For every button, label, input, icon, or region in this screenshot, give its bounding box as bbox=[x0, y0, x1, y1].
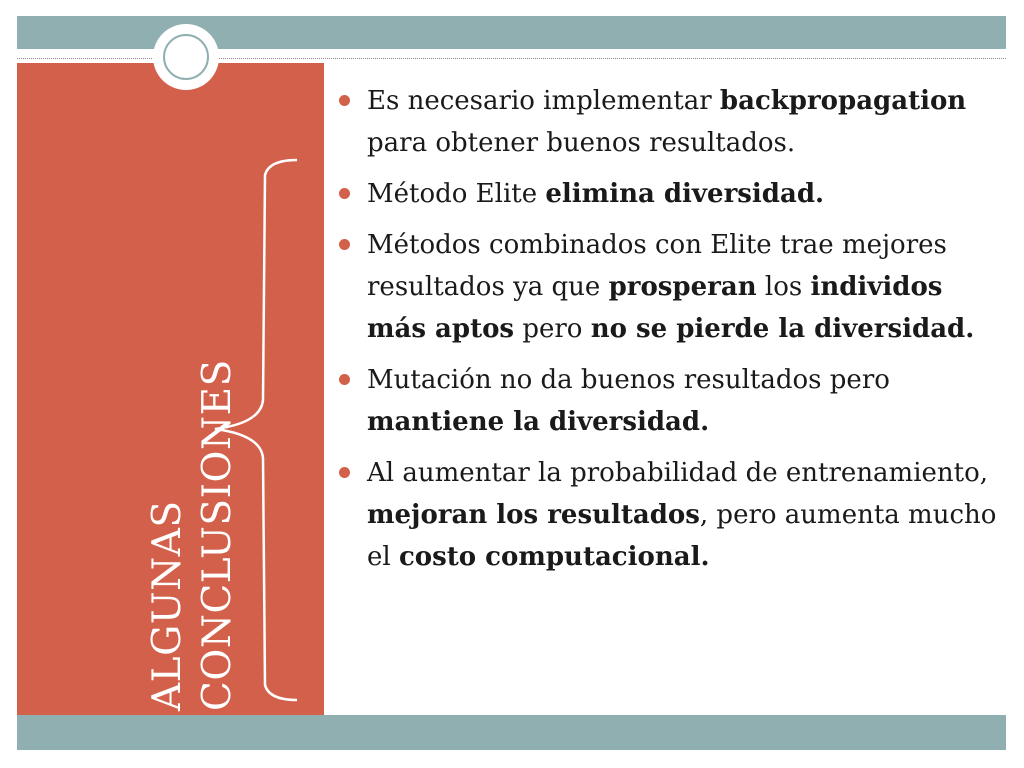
bullet-dot-icon bbox=[339, 467, 350, 478]
bullet-emphasis: individos más aptos bbox=[367, 272, 943, 344]
bullet-text: Mutación no da buenos resultados pero bbox=[367, 365, 890, 395]
bottom-band bbox=[17, 715, 1006, 750]
bullet-emphasis: mantiene la diversidad. bbox=[367, 407, 710, 437]
bullet-text: Es necesario implementar bbox=[367, 86, 712, 116]
bullet-emphasis: prosperan bbox=[608, 272, 757, 302]
title-line-1: ALGUNAS bbox=[145, 500, 190, 711]
bullet-text: Método Elite bbox=[367, 179, 538, 209]
bullet-emphasis: no se pierde la diversidad. bbox=[590, 314, 975, 344]
bullet-item bbox=[339, 359, 1004, 443]
title-line-2: CONCLUSIONES bbox=[195, 359, 240, 711]
ring-inner bbox=[163, 34, 209, 80]
bullet-dot-icon bbox=[339, 239, 350, 250]
bullet-emphasis: backpropagation bbox=[719, 86, 967, 116]
circle-ornament-icon bbox=[153, 24, 219, 90]
bullet-emphasis: elimina diversidad. bbox=[545, 179, 825, 209]
bullet-text: , pero aumenta mucho el bbox=[367, 500, 997, 572]
bullet-dot-icon bbox=[339, 374, 350, 385]
bullet-text: Métodos combinados con Elite trae mejores resultados ya que bbox=[367, 230, 947, 302]
bullet-text: Al aumentar la probabilidad de entrenamiento, bbox=[367, 458, 989, 488]
bullet-dot-icon bbox=[339, 188, 350, 199]
bullet-text: pero bbox=[522, 314, 583, 344]
bracket-icon bbox=[195, 155, 305, 715]
bullet-item bbox=[339, 452, 1004, 578]
bullet-emphasis: costo computacional. bbox=[398, 542, 710, 572]
bullet-text: los bbox=[764, 272, 803, 302]
bullet-item bbox=[339, 80, 1004, 164]
title-panel bbox=[17, 63, 324, 715]
slide bbox=[17, 16, 1006, 750]
bullet-content bbox=[339, 80, 1004, 587]
bullet-item bbox=[339, 224, 1004, 350]
bullet-list bbox=[339, 80, 1004, 578]
bullet-item bbox=[339, 173, 1004, 215]
bullet-emphasis: mejoran los resultados bbox=[367, 500, 700, 530]
bullet-text: para obtener buenos resultados. bbox=[367, 128, 796, 158]
bullet-dot-icon bbox=[339, 95, 350, 106]
